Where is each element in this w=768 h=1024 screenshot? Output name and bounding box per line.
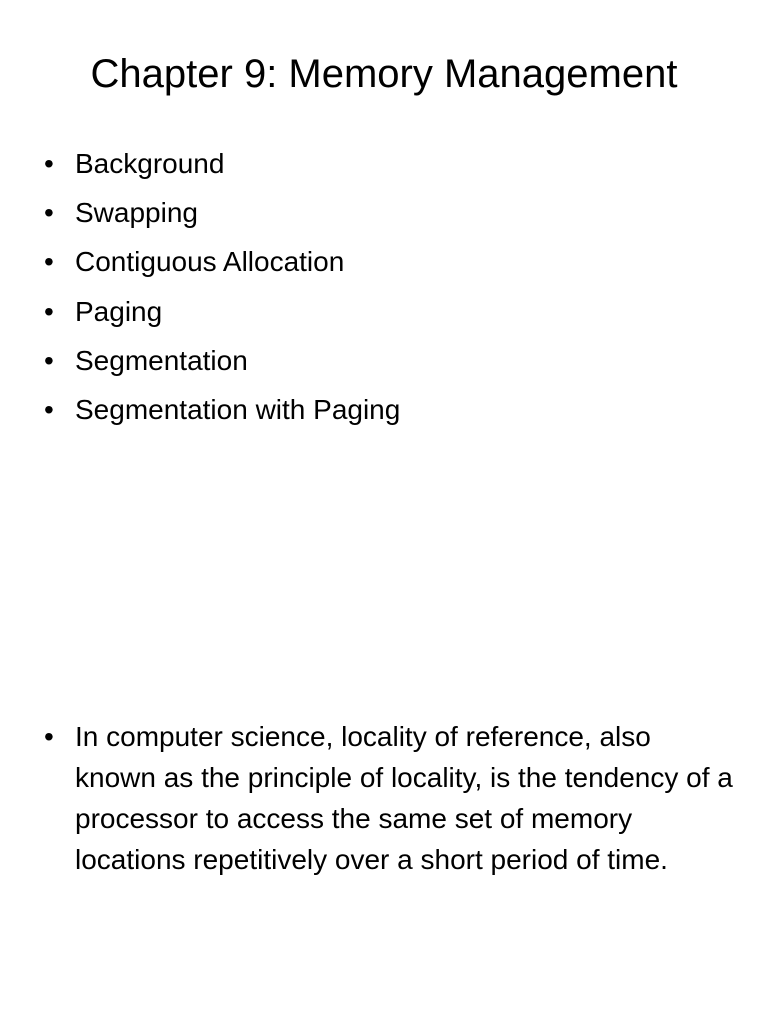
bullet-icon: • xyxy=(44,344,54,376)
topic-label: Segmentation with Paging xyxy=(75,394,401,426)
locality-note-text: In computer science, locality of reference, also known as the principle of locality, is the tendency of a processor to access the same set of memory locations repetitively over a short period of time. xyxy=(75,721,733,875)
topic-label: Contiguous Allocation xyxy=(75,246,345,278)
bullet-icon: • xyxy=(44,394,54,426)
list-item xyxy=(44,139,734,188)
bullet-icon: • xyxy=(44,148,54,179)
list-item xyxy=(44,237,734,286)
list-item xyxy=(44,287,734,336)
list-item xyxy=(44,385,734,434)
list-item xyxy=(44,716,734,880)
bullet-icon: • xyxy=(44,246,54,278)
topic-label: Background xyxy=(75,148,225,179)
list-item xyxy=(44,336,734,385)
slide-title: Chapter 9: Memory Management xyxy=(90,52,678,96)
bullet-icon: • xyxy=(44,295,54,327)
locality-note-list xyxy=(44,716,734,880)
topic-list xyxy=(44,139,734,434)
list-item xyxy=(44,188,734,237)
topic-label: Paging xyxy=(75,295,163,327)
bullet-icon: • xyxy=(44,197,54,229)
topic-label: Segmentation xyxy=(75,344,248,376)
topic-label: Swapping xyxy=(75,197,198,229)
bullet-icon: • xyxy=(44,721,54,752)
